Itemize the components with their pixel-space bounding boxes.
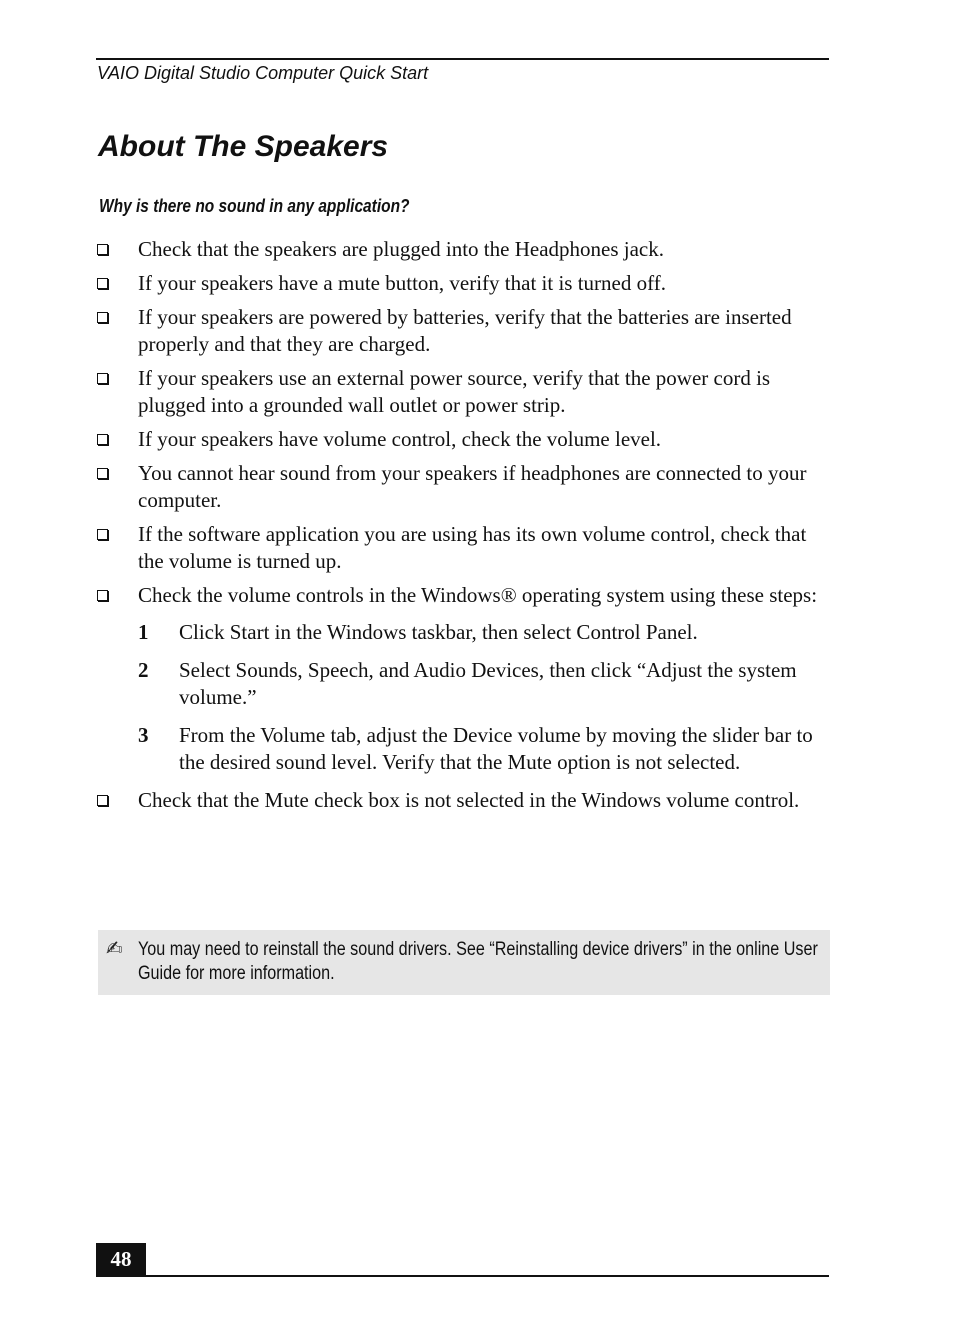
note-text: You may need to reinstall the sound drivers. See “Reinstalling device drivers” in the online User Guide for more information. bbox=[138, 939, 818, 984]
section-title: About The Speakers bbox=[98, 130, 389, 163]
checkbox-bullet-icon bbox=[97, 795, 108, 806]
list-item-text: Check that the Mute check box is not selected in the Windows volume control. bbox=[138, 788, 800, 812]
list-item bbox=[97, 270, 827, 297]
header-rule bbox=[96, 58, 829, 60]
step-text: Click Start in the Windows taskbar, then select Control Panel. bbox=[179, 620, 698, 644]
checkbox-bullet-icon bbox=[97, 468, 108, 479]
list-item bbox=[97, 236, 827, 263]
checkbox-bullet-icon bbox=[97, 434, 108, 445]
checklist bbox=[97, 236, 827, 821]
note-box bbox=[98, 930, 830, 995]
checkbox-bullet-icon bbox=[97, 590, 108, 601]
checkbox-bullet-icon bbox=[97, 244, 108, 255]
step-number: 3 bbox=[138, 723, 149, 747]
checkbox-bullet-icon bbox=[97, 373, 108, 384]
step-text: From the Volume tab, adjust the Device volume by moving the slider bar to the desired sound level. Verify that the Mute option is not selected. bbox=[179, 723, 813, 774]
list-item-text: If your speakers use an external power source, verify that the power cord is plugged into a grounded wall outlet or power strip. bbox=[138, 366, 771, 417]
checkbox-bullet-icon bbox=[97, 312, 108, 323]
step-number: 2 bbox=[138, 658, 149, 682]
list-item bbox=[97, 365, 827, 419]
running-header: VAIO Digital Studio Computer Quick Start bbox=[97, 63, 429, 83]
pencil-icon: ✍ bbox=[106, 936, 123, 960]
step-number: 1 bbox=[138, 620, 149, 644]
section-question: Why is there no sound in any application? bbox=[99, 196, 410, 216]
list-item bbox=[97, 426, 827, 453]
list-item-text: Check the volume controls in the Windows® operating system using these steps: bbox=[138, 583, 818, 607]
checkbox-bullet-icon bbox=[97, 529, 108, 540]
list-item bbox=[97, 304, 827, 358]
list-item bbox=[97, 582, 827, 776]
list-item-text: If the software application you are using has its own volume control, check that the volume is turned up. bbox=[138, 522, 807, 573]
step-item bbox=[138, 722, 827, 776]
list-item-text: You cannot hear sound from your speakers if headphones are connected to your computer. bbox=[138, 461, 807, 512]
list-item bbox=[97, 521, 827, 575]
page-number: 48 bbox=[96, 1243, 146, 1276]
list-item-text: Check that the speakers are plugged into the Headphones jack. bbox=[138, 237, 664, 261]
list-item bbox=[97, 787, 827, 814]
step-text: Select Sounds, Speech, and Audio Devices, then click “Adjust the system volume.” bbox=[179, 658, 797, 709]
step-item bbox=[138, 657, 827, 711]
list-item-text: If your speakers have a mute button, verify that it is turned off. bbox=[138, 271, 666, 295]
footer-rule bbox=[96, 1275, 829, 1277]
step-item bbox=[138, 619, 827, 646]
steps-list bbox=[138, 619, 827, 776]
list-item-text: If your speakers have volume control, check the volume level. bbox=[138, 427, 662, 451]
list-item bbox=[97, 460, 827, 514]
checkbox-bullet-icon bbox=[97, 278, 108, 289]
list-item-text: If your speakers are powered by batteries, verify that the batteries are inserted properly and that they are charged. bbox=[138, 305, 792, 356]
